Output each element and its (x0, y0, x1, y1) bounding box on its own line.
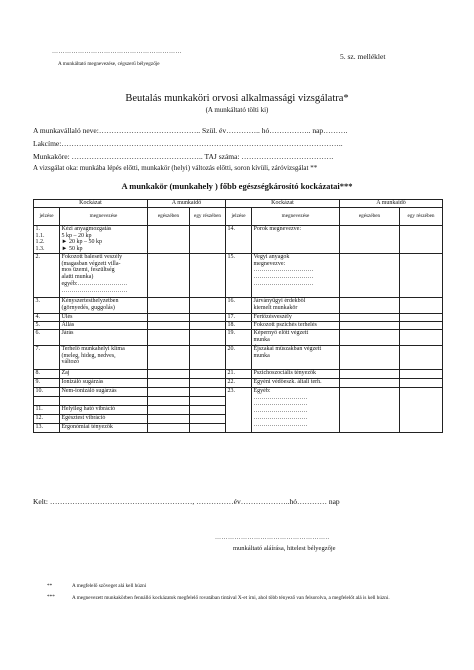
header-megnevezese-left: megnevezése (60, 208, 148, 226)
risk-code: 18. (226, 322, 252, 330)
checkbox-whole (340, 254, 400, 298)
risk-name: Képernyő előtt végzett munka (252, 330, 340, 346)
note2-text: A megnevezett munkakörben fennálló kockázatok megfelelő rovatában tintával X-et írni, ahol több tényező van felsorolva, a megfelelőt alá is kell húzni. (72, 595, 390, 601)
risk-code: 21. (226, 370, 252, 379)
checkbox-part (400, 346, 443, 370)
checkbox-part (190, 254, 226, 298)
header-jelzese-right: jelzése (226, 208, 252, 226)
checkbox-part (190, 322, 226, 330)
header-egeszeben-right: egészében (340, 208, 400, 226)
risk-code: 9. (34, 379, 60, 388)
checkbox-part (400, 330, 443, 346)
checkbox-part (400, 226, 443, 254)
checkbox-part (190, 314, 226, 322)
checkbox-part (400, 379, 443, 388)
risk-code: 5. (34, 322, 60, 330)
risk-name: Egyéni védőeszk. általi terh. (252, 379, 340, 388)
risk-name: Fertőzésveszély (252, 314, 340, 322)
table-row (34, 370, 443, 379)
risk-name: Járványügyi érdekből kiemelt munkakör (252, 298, 340, 314)
note1-text: A megfelelő szöveget alá kell húzni (72, 583, 147, 589)
risk-code: 3. (34, 298, 60, 314)
signature-dots: …………………………………………….. (215, 535, 330, 541)
risk-code: 12. (34, 415, 60, 424)
risk-name: Terhelő munkahelyi klíma (meleg, hideg, nedves, változó (60, 346, 148, 370)
risk-code: 14. (226, 226, 252, 254)
checkbox-whole (340, 298, 400, 314)
employer-dots: …………………………………………………… (52, 49, 182, 55)
checkbox-whole (148, 254, 190, 298)
risk-code: 1. 1.1. 1.2. 1.3. (34, 226, 60, 254)
checkbox-part (400, 322, 443, 330)
risk-code: 7. (34, 346, 60, 370)
table-row (34, 346, 443, 370)
risk-code: 16. (226, 298, 252, 314)
checkbox-part (190, 346, 226, 370)
risk-name: Kényszertesthelyzetben (görnyedés, guggolás) (60, 298, 148, 314)
header-munkaido-left: A munkaidő (148, 200, 226, 208)
checkbox-part (190, 379, 226, 388)
checkbox-whole (148, 379, 190, 388)
checkbox-whole (148, 406, 190, 415)
risk-name: Éjszakai műszakban végzett munka (252, 346, 340, 370)
checkbox-whole (340, 330, 400, 346)
note1-mark: ** (47, 583, 53, 589)
risk-code: 13. (34, 424, 60, 433)
risk-name: Kézi anyagmozgatás 5 kp – 20 kp ► 20 kp – 50 kp ► 50 kp (60, 226, 148, 254)
header-jelzese-left: jelzése (34, 208, 60, 226)
risk-table (33, 199, 443, 433)
checkbox-part (190, 397, 226, 406)
risk-code: 11. (34, 406, 60, 415)
signature-label: munkáltató aláírása, hitelest bélyegzője (233, 545, 336, 552)
risk-code: 6. (34, 330, 60, 346)
checkbox-part (190, 415, 226, 424)
risk-name: Fokozott pszichés terhelés (252, 322, 340, 330)
checkbox-part (190, 388, 226, 397)
checkbox-whole (340, 379, 400, 388)
header-megnevezese-right: megnevezése (252, 208, 340, 226)
table-row (34, 298, 443, 314)
annex-label: 5. sz. melléklet (340, 52, 386, 61)
table-row (34, 226, 443, 254)
checkbox-whole (148, 397, 190, 406)
table-row (34, 314, 443, 322)
table-row (34, 322, 443, 330)
checkbox-whole (148, 298, 190, 314)
risk-name: Ülés (60, 314, 148, 322)
checkbox-part (190, 424, 226, 433)
checkbox-whole (148, 424, 190, 433)
header-egeszeben-left: egészében (148, 208, 190, 226)
risk-name: Egésztest vibráció (60, 415, 148, 424)
table-row (34, 330, 443, 346)
checkbox-whole (148, 388, 190, 397)
risk-name (60, 397, 148, 406)
job-line: Munkaköre: …………………………………………….. TAJ száma: ………………………………. (33, 152, 334, 161)
risk-name: Porok megnevezve: (252, 226, 340, 254)
page-title: Beutalás munkaköri orvosi alkalmassági vizsgálatra* (125, 93, 349, 104)
risk-code: 22. (226, 379, 252, 388)
checkbox-part (190, 406, 226, 415)
page-subtitle: (A munkáltató tölti ki) (205, 106, 269, 114)
checkbox-part (400, 254, 443, 298)
header-kockazat-right: Kockázat (226, 200, 340, 208)
risk-code: 4. (34, 314, 60, 322)
table-row (34, 254, 443, 298)
risk-name: Ergonómiai tényezők (60, 424, 148, 433)
risk-code: 8. (34, 370, 60, 379)
checkbox-part (190, 370, 226, 379)
risk-code: 23. (226, 388, 252, 433)
section-title: A munkakör (munkahely ) főbb egészségkárosító kockázatai*** (121, 181, 353, 191)
checkbox-part (400, 298, 443, 314)
risk-name: Fokozott baleseti veszély (magasban végzett villa- mos üzemi, feszültség alatti munka) egyéb:……………………. …………………………… (60, 254, 148, 298)
risk-name: Járás (60, 330, 148, 346)
risk-code: 2. (34, 254, 60, 298)
checkbox-part (190, 330, 226, 346)
kelt-line: Kelt: …………………………………………………, ……………év………………..hó………… nap (33, 497, 340, 506)
risk-name: Helyileg ható vibráció (60, 406, 148, 415)
risk-name: Nem-ionizáló sugárzás (60, 388, 148, 397)
risk-name: Vegyi anyagok megnevezve: ………………………… ………………………… ………………………… (252, 254, 340, 298)
header-kockazat-left: Kockázat (34, 200, 148, 208)
checkbox-part (400, 388, 443, 433)
risk-name: Állás (60, 322, 148, 330)
checkbox-whole (148, 415, 190, 424)
risk-name: Ionizáló sugárzás (60, 379, 148, 388)
risk-code: 10. (34, 388, 60, 397)
exam-reason-line: A vizsgálat oka: munkába lépés előtti, munkakör (helyi) változás előtti, soron kívüli, záróvizsgálat ** (33, 164, 318, 172)
checkbox-whole (340, 314, 400, 322)
checkbox-whole (340, 322, 400, 330)
header-reszeben-right: egy részében (400, 208, 443, 226)
risk-code: 19. (226, 330, 252, 346)
header-reszeben-left: egy részében (190, 208, 226, 226)
risk-name: Zaj (60, 370, 148, 379)
table-row (34, 379, 443, 388)
risk-code: 17. (226, 314, 252, 322)
risk-code: 20. (226, 346, 252, 370)
table-row (34, 388, 443, 397)
risk-code (34, 397, 60, 406)
checkbox-whole (340, 388, 400, 433)
address-line: Lakcíme:………………………………………………………………………………………………….. (33, 139, 343, 148)
checkbox-part (190, 298, 226, 314)
header-munkaido-right: A munkaidő (340, 200, 443, 208)
employee-name-line: A munkavállaló neve:………………………………….. Szül. év………….. hó…………….. nap………. (33, 126, 348, 135)
risk-code: 15. (226, 254, 252, 298)
checkbox-whole (148, 330, 190, 346)
note2-mark: *** (47, 594, 55, 600)
risk-name: Pszichoszociális tényezők (252, 370, 340, 379)
checkbox-whole (148, 346, 190, 370)
checkbox-whole (148, 322, 190, 330)
checkbox-whole (148, 226, 190, 254)
checkbox-whole (148, 314, 190, 322)
checkbox-whole (148, 370, 190, 379)
checkbox-whole (340, 346, 400, 370)
checkbox-part (190, 226, 226, 254)
checkbox-whole (340, 226, 400, 254)
risk-name: Egyéb: ……………………… ……………………… ……………………… ……………………… ……………………… (252, 388, 340, 433)
checkbox-part (400, 314, 443, 322)
employer-label: A munkáltató megnevezése, cégszerű bélyegzője (58, 61, 160, 67)
checkbox-whole (340, 370, 400, 379)
checkbox-part (400, 370, 443, 379)
